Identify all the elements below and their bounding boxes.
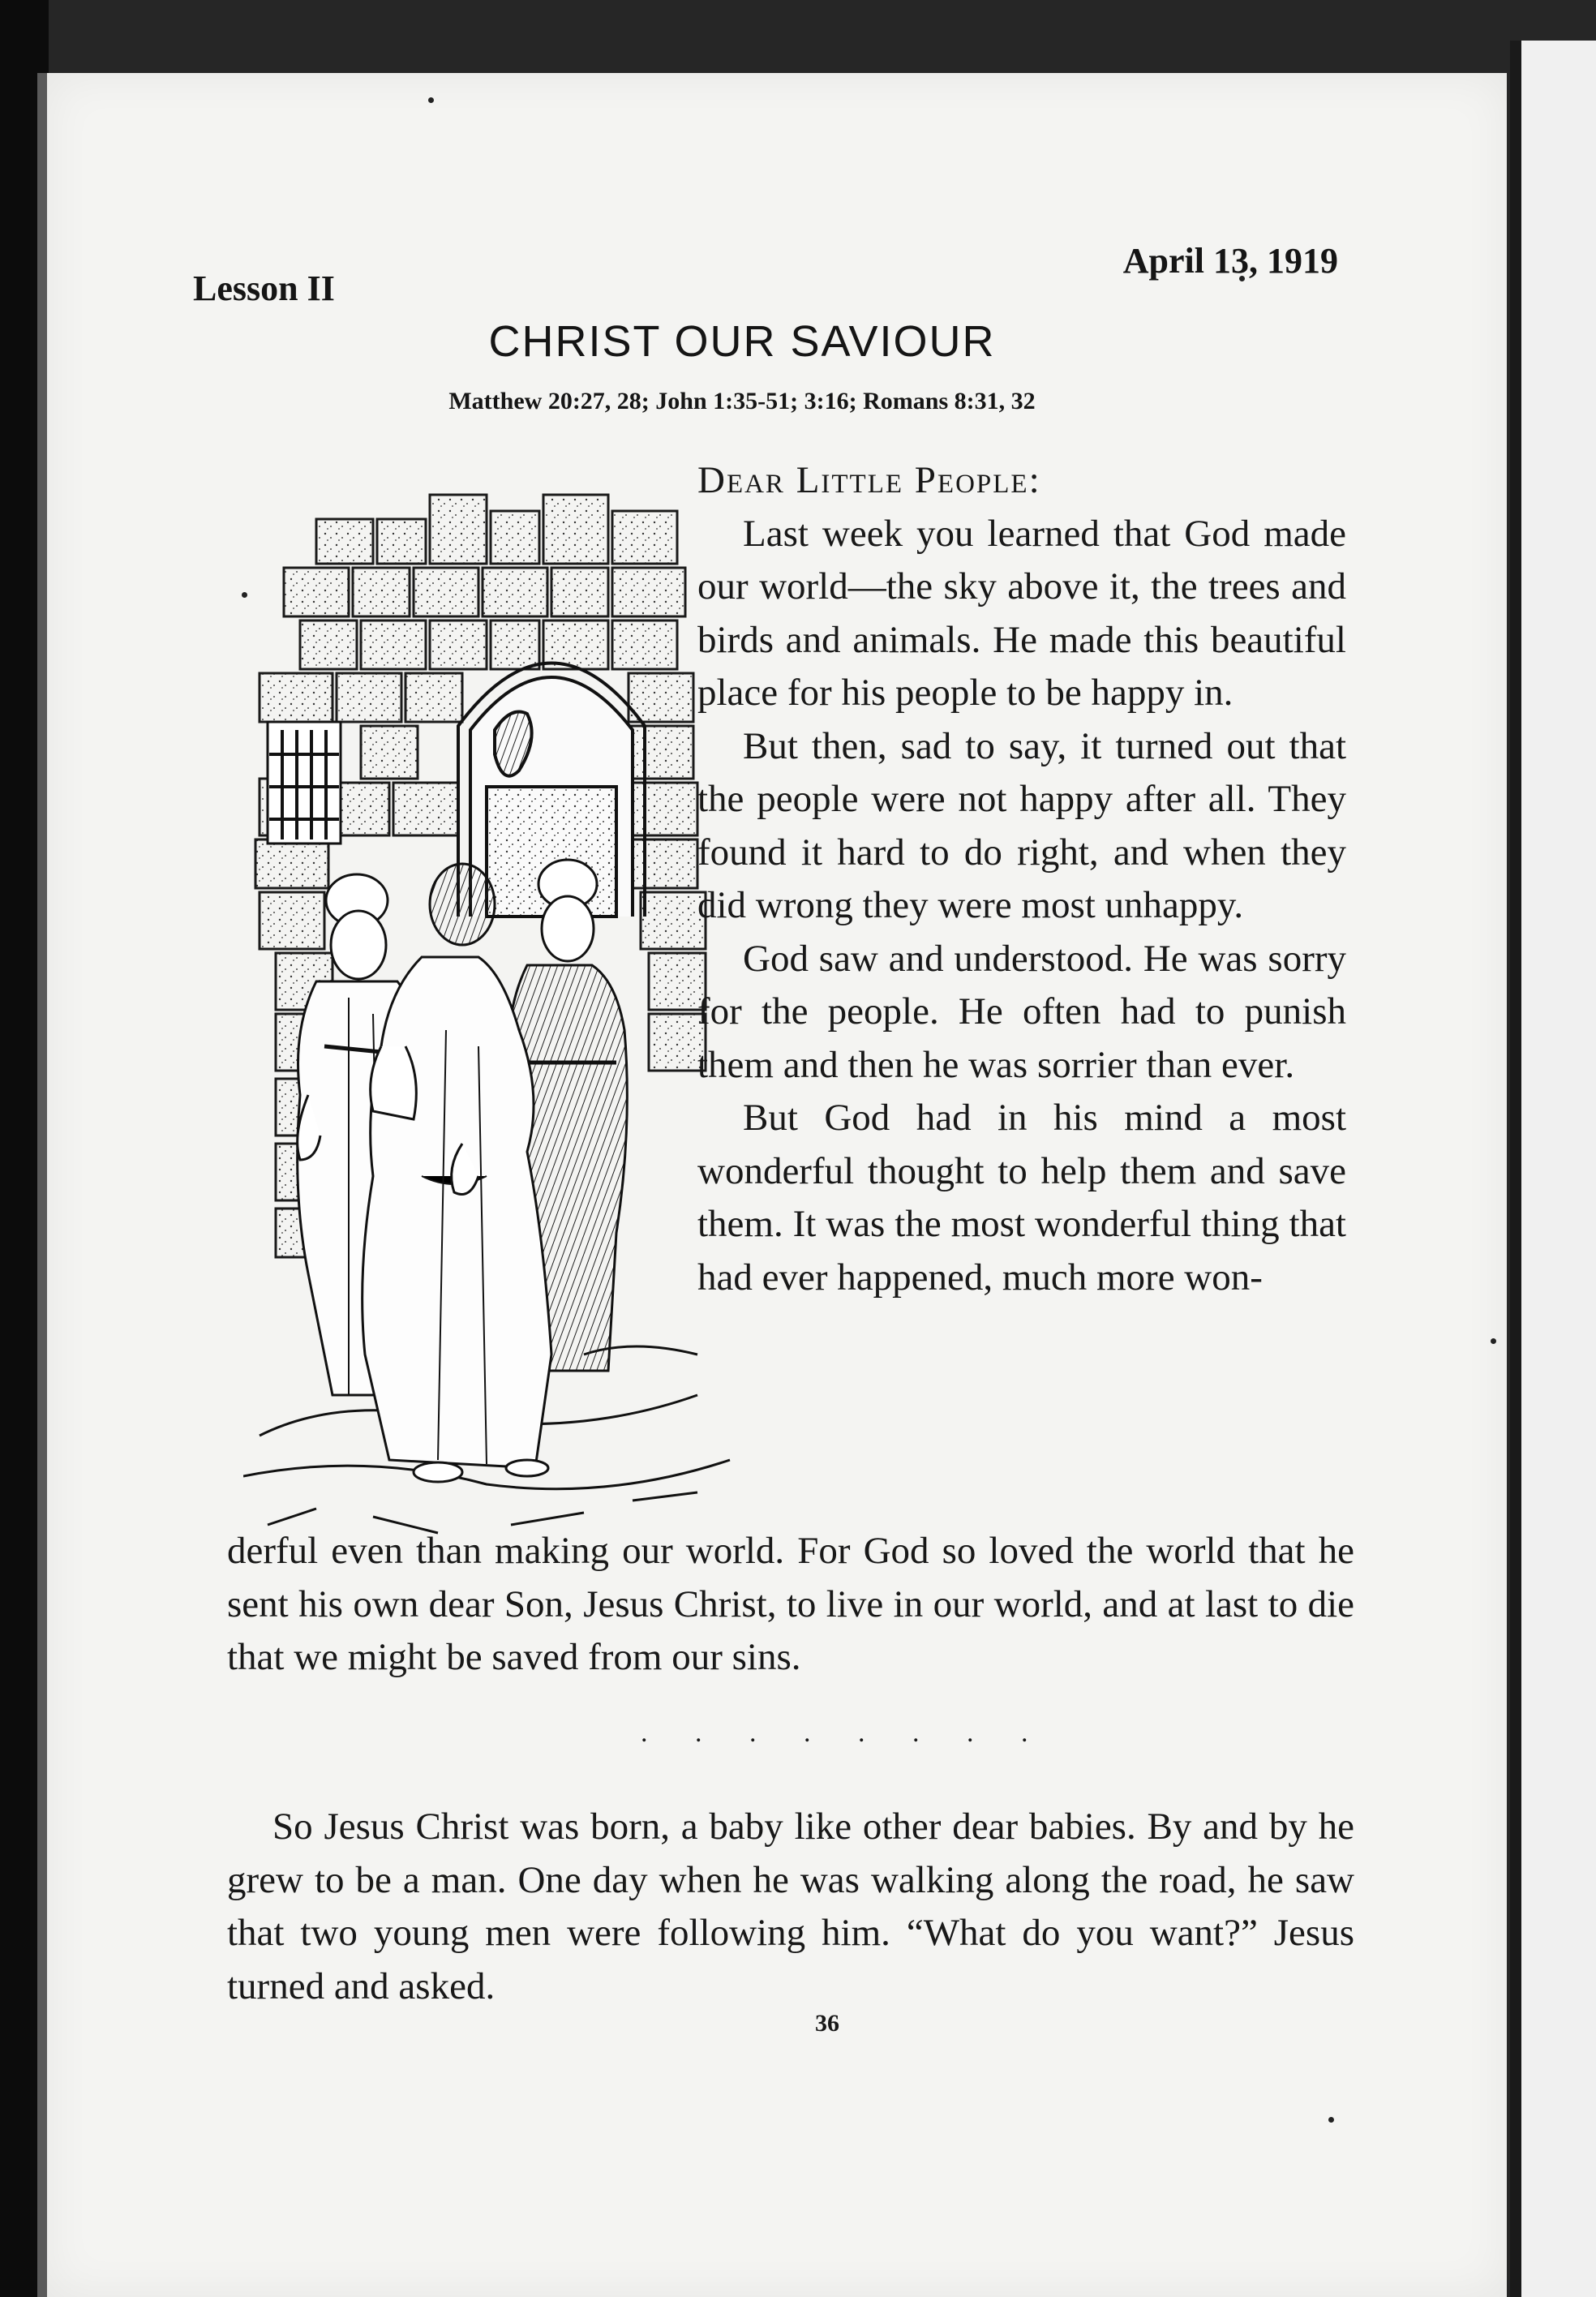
salutation: Dear Little People: (697, 459, 1041, 501)
window (268, 722, 341, 844)
paragraph-continuation: derful even than making our world. For God so loved the world that he sent his own dear Son, Jesus Christ, to live in our world, and at last to die that we might be saved from our sins. (227, 1530, 1354, 1678)
paragraph: But God had in his mind a most wonderful thought to help them and save them. It was the most wonderful thing that had ever happened, much more won- (697, 1097, 1346, 1299)
illustration-jesus-with-disciples (243, 462, 762, 1565)
lesson-title: CHRIST OUR SAVIOUR (488, 317, 996, 366)
paragraph: God saw and understood. He was sorry for the people. He often had to punish them and then he was sorrier than ever. (697, 937, 1346, 1086)
lesson-date: April 13, 1919 (1122, 241, 1338, 281)
scripture-references: Matthew 20:27, 28; John 1:35-51; 3:16; Romans 8:31, 32 (448, 388, 1036, 414)
print-speck (1328, 2117, 1334, 2123)
paragraph: Last week you learned that God made our world—the sky above it, the trees and birds and animals. He made this beautiful place for his people to be happy in. (697, 512, 1346, 714)
text-column (697, 454, 1346, 1304)
paragraph: So Jesus Christ was born, a baby like other dear babies. By and by he grew to be a man. One day when he was walking along the road, he saw that two young men were following him. “What do you want?” Jesus turned and asked. (227, 1805, 1354, 2007)
print-speck (1491, 1338, 1496, 1344)
full-width-continuation (227, 1525, 1354, 1685)
lesson-number: Lesson II (193, 268, 335, 308)
book-spine-left (0, 0, 49, 2297)
section-separator: . . . . . . . . (641, 1718, 1049, 1748)
figure-jesus (363, 864, 551, 1482)
page-number: 36 (815, 2010, 839, 2037)
facing-page-edge (1510, 41, 1596, 2297)
full-width-text (227, 1801, 1354, 2013)
paragraph: But then, sad to say, it turned out that the people were not happy after all. They found it hard to do right, and when they did wrong they were most unhappy. (697, 724, 1346, 926)
print-speck (428, 97, 434, 103)
